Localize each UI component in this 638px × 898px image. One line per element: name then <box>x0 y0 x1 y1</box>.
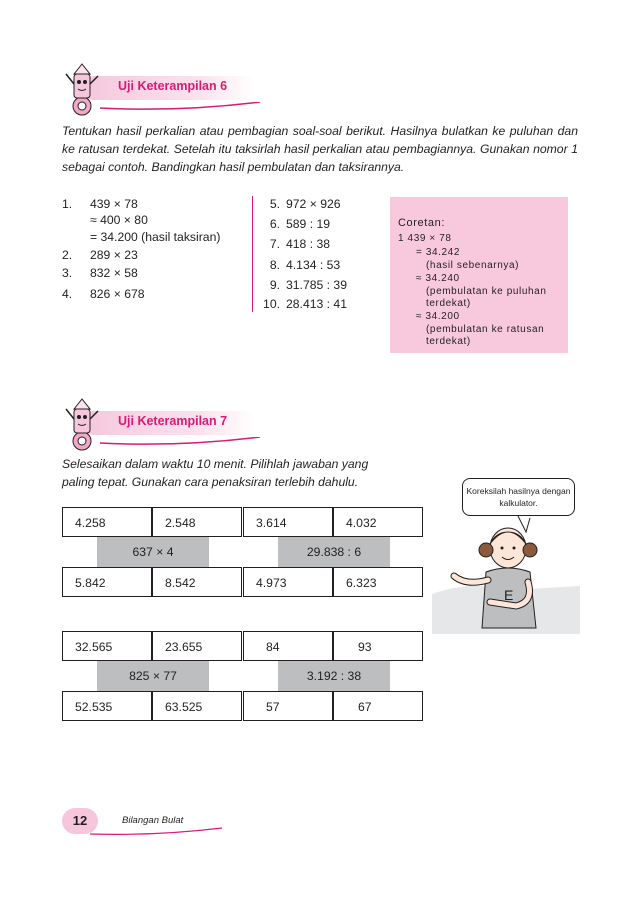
problem-number: 2. <box>62 248 73 262</box>
option-value: 32.565 <box>75 640 113 654</box>
option-value: 2.548 <box>165 516 196 530</box>
operation-label: 3.192 : 38 <box>278 661 390 691</box>
answer-option[interactable] <box>333 567 423 597</box>
scratch-line: ≈ 34.200 <box>416 311 460 322</box>
answer-option[interactable] <box>152 507 242 537</box>
speech-bubble: Koreksilah hasilnya dengan kalkulator. <box>462 478 575 516</box>
problem-text: 439 × 78 <box>90 197 138 211</box>
answer-option[interactable] <box>243 691 333 721</box>
problem-text: 28.413 : 41 <box>286 297 347 311</box>
option-value: 63.525 <box>165 700 203 714</box>
option-value: 3.614 <box>256 516 287 530</box>
problem-text: = 34.200 (hasil taksiran) <box>90 230 221 244</box>
problem-text: ≈ 400 × 80 <box>90 213 148 227</box>
answer-option[interactable] <box>333 691 423 721</box>
problem-number: 7. <box>269 237 280 251</box>
answer-option[interactable] <box>152 567 242 597</box>
section-7-header <box>60 397 260 457</box>
problem-1 <box>62 197 138 211</box>
option-value: 67 <box>358 700 372 714</box>
section-7-title: Uji Keterampilan 7 <box>118 414 228 428</box>
pencil-mascot-icon <box>60 62 104 118</box>
problem-text: 31.785 : 39 <box>286 278 347 292</box>
answer-option[interactable] <box>243 631 333 661</box>
problem-text: 4.134 : 53 <box>286 258 341 272</box>
option-value: 6.323 <box>346 576 377 590</box>
answer-option[interactable] <box>62 567 152 597</box>
answer-option[interactable] <box>243 567 333 597</box>
answer-option[interactable] <box>62 691 152 721</box>
problem-number: 1. <box>62 197 73 211</box>
problem-2 <box>62 248 138 262</box>
problem-text: 418 : 38 <box>286 237 331 251</box>
answer-option[interactable] <box>152 631 242 661</box>
girl-illustration <box>430 510 580 634</box>
page-number: 12 <box>62 808 98 834</box>
problem-text: 832 × 58 <box>90 266 138 280</box>
scratch-line: ≈ 34.240 <box>416 273 460 284</box>
problem-text: 289 × 23 <box>90 248 138 262</box>
scratch-line: terdekat) <box>426 298 471 309</box>
option-value: 4.258 <box>75 516 106 530</box>
operation-label: 29.838 : 6 <box>278 537 390 567</box>
problem-number: 10. <box>263 297 280 311</box>
problem-4 <box>62 287 145 301</box>
scratch-note-box <box>390 197 568 353</box>
problem-text: 826 × 678 <box>90 287 145 301</box>
section-6-instruction: Tentukan hasil perkalian atau pembagian soal-soal berikut. Hasilnya bulatkan ke puluhan dan ke ratusan terdekat. Setelah itu taksirlah hasil perkalian atau pembagiannya. Gunakan nomor 1 sebagai contoh. Bandingkan hasil pembulatan dan taksirannya. <box>62 124 578 174</box>
option-value: 84 <box>266 640 280 654</box>
scratch-line: (hasil sebenarnya) <box>426 260 520 271</box>
operation-label: 825 × 77 <box>97 661 209 691</box>
answer-option[interactable] <box>333 631 423 661</box>
scratch-line: (pembulatan ke puluhan <box>426 286 547 297</box>
answer-option[interactable] <box>62 507 152 537</box>
option-value: 52.535 <box>75 700 113 714</box>
scratch-line: terdekat) <box>426 336 471 347</box>
answer-option[interactable] <box>333 507 423 537</box>
option-value: 57 <box>266 700 280 714</box>
problem-text: 589 : 19 <box>286 217 331 231</box>
footer-swoosh <box>90 826 222 836</box>
problem-3 <box>62 266 138 280</box>
problem-number: 3. <box>62 266 73 280</box>
answer-option[interactable] <box>152 691 242 721</box>
pencil-mascot-icon <box>60 397 104 453</box>
header-swoosh <box>100 437 260 447</box>
option-value: 4.032 <box>346 516 377 530</box>
scratch-line: = 34.242 <box>416 247 461 258</box>
problem-number: 5. <box>269 197 280 211</box>
column-divider <box>252 196 253 312</box>
header-swoosh <box>100 102 260 112</box>
scratch-line: 1 439 × 78 <box>398 233 452 244</box>
chapter-title: Bilangan Bulat <box>122 815 184 826</box>
scratch-line: (pembulatan ke ratusan <box>426 324 545 335</box>
section-6-title: Uji Keterampilan 6 <box>118 79 228 93</box>
problem-number: 4. <box>62 287 73 301</box>
operation-label: 637 × 4 <box>97 537 209 567</box>
problem-number: 8. <box>269 258 280 272</box>
problem-number: 6. <box>269 217 280 231</box>
answer-option[interactable] <box>62 631 152 661</box>
problem-number: 9. <box>269 278 280 292</box>
problem-text: 972 × 926 <box>286 197 341 211</box>
svg-text:E: E <box>504 587 514 603</box>
option-value: 5.842 <box>75 576 106 590</box>
option-value: 4.973 <box>256 576 287 590</box>
answer-option[interactable] <box>243 507 333 537</box>
section-6-header <box>60 62 260 122</box>
scratch-title: Coretan: <box>398 217 445 229</box>
option-value: 23.655 <box>165 640 203 654</box>
option-value: 8.542 <box>165 576 196 590</box>
section-7-instruction: Selesaikan dalam waktu 10 menit. Pilihlah jawaban yang paling tepat. Gunakan cara penaksiran terlebih dahulu. <box>62 457 369 489</box>
option-value: 93 <box>358 640 372 654</box>
